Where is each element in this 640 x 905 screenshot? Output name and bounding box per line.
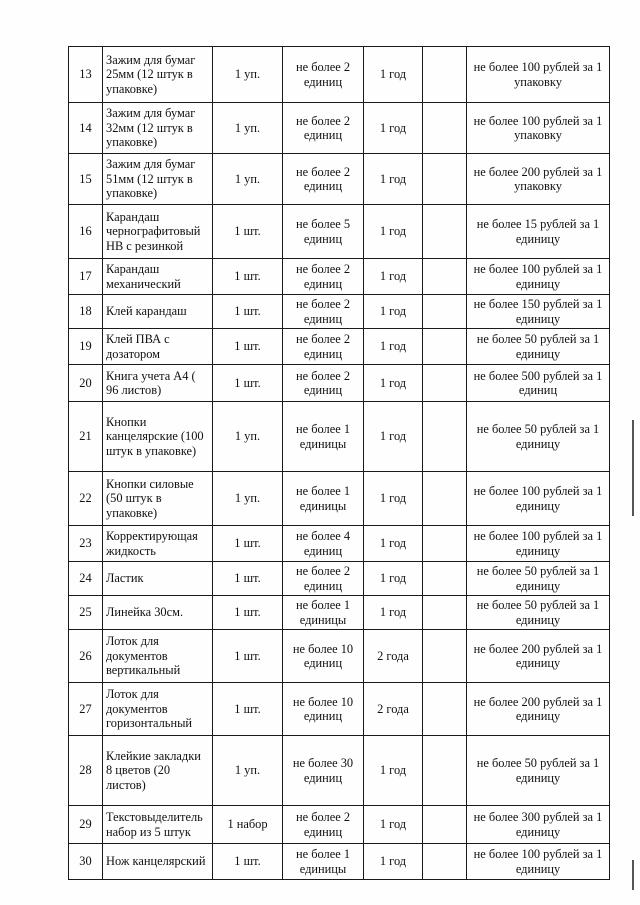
row-number: 23 [69,526,103,562]
empty-cell [423,472,467,526]
row-number: 18 [69,295,103,329]
item-unit: 1 шт. [213,295,283,329]
item-price: не более 100 рублей за 1 единицу [467,844,610,880]
item-term: 2 года [364,630,423,683]
item-quantity: не более 2 единиц [283,103,364,154]
item-unit: 1 шт. [213,205,283,259]
item-quantity: не более 10 единиц [283,683,364,736]
item-quantity: не более 2 единиц [283,259,364,295]
table-row [69,47,610,103]
empty-cell [423,103,467,154]
empty-cell [423,205,467,259]
item-term: 1 год [364,47,423,103]
row-number: 20 [69,365,103,402]
item-price: не более 300 рублей за 1 единицу [467,806,610,844]
item-name: Клей карандаш [103,295,213,329]
item-price: не более 100 рублей за 1 единицу [467,472,610,526]
item-name: Зажим для бумаг 25мм (12 штук в упаковке) [103,47,213,103]
item-term: 2 года [364,683,423,736]
empty-cell [423,596,467,630]
item-term: 1 год [364,562,423,596]
table-row [69,295,610,329]
table-row [69,205,610,259]
item-quantity: не более 4 единиц [283,526,364,562]
item-quantity: не более 2 единиц [283,365,364,402]
empty-cell [423,402,467,472]
empty-cell [423,736,467,806]
item-unit: 1 шт. [213,259,283,295]
item-unit: 1 шт. [213,562,283,596]
item-price: не более 50 рублей за 1 единицу [467,402,610,472]
empty-cell [423,683,467,736]
item-unit: 1 уп. [213,47,283,103]
item-unit: 1 шт. [213,630,283,683]
empty-cell [423,154,467,205]
empty-cell [423,806,467,844]
item-term: 1 год [364,259,423,295]
item-quantity: не более 30 единиц [283,736,364,806]
item-term: 1 год [364,526,423,562]
item-term: 1 год [364,736,423,806]
item-quantity: не более 5 единиц [283,205,364,259]
table-row [69,154,610,205]
row-number: 24 [69,562,103,596]
item-term: 1 год [364,103,423,154]
row-number: 19 [69,329,103,365]
item-term: 1 год [364,295,423,329]
item-price: не более 100 рублей за 1 единицу [467,259,610,295]
item-unit: 1 набор [213,806,283,844]
empty-cell [423,365,467,402]
empty-cell [423,526,467,562]
row-number: 30 [69,844,103,880]
scan-edge-mark [632,420,634,516]
item-unit: 1 шт. [213,683,283,736]
empty-cell [423,630,467,683]
item-unit: 1 уп. [213,402,283,472]
item-term: 1 год [364,806,423,844]
item-name: Кнопки канцелярские (100 штук в упаковке) [103,402,213,472]
item-name: Карандаш механический [103,259,213,295]
item-price: не более 50 рублей за 1 единицу [467,329,610,365]
item-unit: 1 уп. [213,736,283,806]
item-price: не более 50 рублей за 1 единицу [467,736,610,806]
item-name: Корректирующая жидкость [103,526,213,562]
table-row [69,103,610,154]
table-row [69,526,610,562]
row-number: 25 [69,596,103,630]
row-number: 14 [69,103,103,154]
row-number: 27 [69,683,103,736]
item-name: Лоток для документов горизонтальный [103,683,213,736]
scan-edge-mark [632,860,634,890]
item-name: Книга учета А4 ( 96 листов) [103,365,213,402]
row-number: 26 [69,630,103,683]
item-unit: 1 шт. [213,596,283,630]
item-name: Ластик [103,562,213,596]
item-quantity: не более 1 единицы [283,472,364,526]
item-quantity: не более 2 единиц [283,806,364,844]
empty-cell [423,844,467,880]
row-number: 21 [69,402,103,472]
row-number: 22 [69,472,103,526]
row-number: 13 [69,47,103,103]
item-quantity: не более 1 единицы [283,844,364,880]
item-price: не более 500 рублей за 1 единиц [467,365,610,402]
table-row [69,329,610,365]
table-body [69,47,610,880]
item-quantity: не более 2 единиц [283,295,364,329]
item-name: Клей ПВА с дозатором [103,329,213,365]
item-price: не более 100 рублей за 1 упаковку [467,103,610,154]
item-price: не более 50 рублей за 1 единицу [467,562,610,596]
item-price: не более 15 рублей за 1 единицу [467,205,610,259]
row-number: 29 [69,806,103,844]
item-name: Лоток для документов вертикальный [103,630,213,683]
item-quantity: не более 2 единиц [283,47,364,103]
item-term: 1 год [364,154,423,205]
item-name: Нож канцелярский [103,844,213,880]
table-row [69,630,610,683]
item-name: Кнопки силовые (50 штук в упаковке) [103,472,213,526]
item-term: 1 год [364,472,423,526]
item-name: Карандаш чернографитовый НВ с резинкой [103,205,213,259]
item-term: 1 год [364,844,423,880]
item-unit: 1 шт. [213,526,283,562]
table-row [69,402,610,472]
item-quantity: не более 2 единиц [283,154,364,205]
item-price: не более 100 рублей за 1 единицу [467,526,610,562]
supplies-table [68,46,610,880]
item-quantity: не более 1 единицы [283,596,364,630]
item-price: не более 100 рублей за 1 упаковку [467,47,610,103]
table-row [69,365,610,402]
item-name: Зажим для бумаг 32мм (12 штук в упаковке) [103,103,213,154]
item-price: не более 200 рублей за 1 единицу [467,630,610,683]
item-name: Текстовыделитель набор из 5 штук [103,806,213,844]
row-number: 17 [69,259,103,295]
item-term: 1 год [364,365,423,402]
item-unit: 1 уп. [213,472,283,526]
item-term: 1 год [364,596,423,630]
item-price: не более 200 рублей за 1 упаковку [467,154,610,205]
empty-cell [423,295,467,329]
item-term: 1 год [364,329,423,365]
item-name: Линейка 30см. [103,596,213,630]
item-quantity: не более 10 единиц [283,630,364,683]
table-row [69,472,610,526]
item-price: не более 150 рублей за 1 единицу [467,295,610,329]
item-price: не более 200 рублей за 1 единицу [467,683,610,736]
row-number: 15 [69,154,103,205]
item-name: Зажим для бумаг 51мм (12 штук в упаковке) [103,154,213,205]
row-number: 16 [69,205,103,259]
item-term: 1 год [364,402,423,472]
table-row [69,736,610,806]
table-row [69,806,610,844]
table-row [69,844,610,880]
empty-cell [423,47,467,103]
item-quantity: не более 2 единиц [283,329,364,365]
item-price: не более 50 рублей за 1 единицу [467,596,610,630]
item-quantity: не более 1 единицы [283,402,364,472]
item-name: Клейкие закладки 8 цветов (20 листов) [103,736,213,806]
item-unit: 1 уп. [213,103,283,154]
item-unit: 1 шт. [213,365,283,402]
empty-cell [423,259,467,295]
item-unit: 1 шт. [213,844,283,880]
item-term: 1 год [364,205,423,259]
item-quantity: не более 2 единиц [283,562,364,596]
item-unit: 1 шт. [213,329,283,365]
table-row [69,683,610,736]
table-row [69,259,610,295]
table-row [69,562,610,596]
table-row [69,596,610,630]
empty-cell [423,329,467,365]
row-number: 28 [69,736,103,806]
item-unit: 1 уп. [213,154,283,205]
empty-cell [423,562,467,596]
